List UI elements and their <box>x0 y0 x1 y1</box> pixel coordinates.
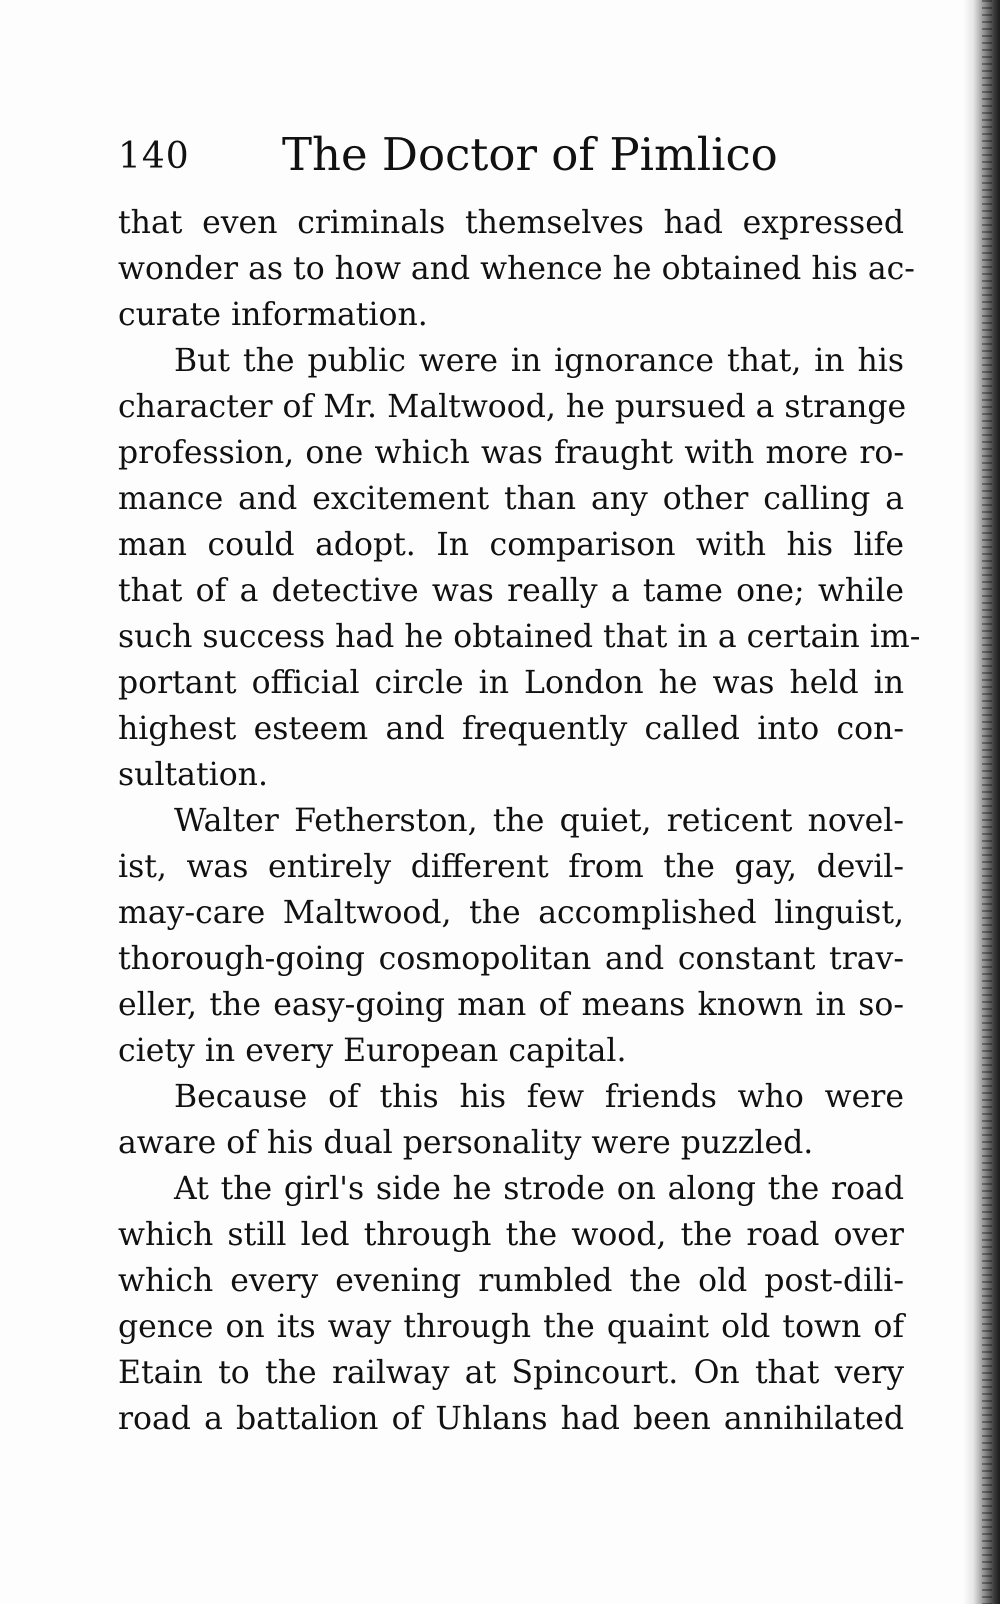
running-title: The Doctor of Pimlico <box>282 128 778 181</box>
text-line: Because of this his few friends who were <box>174 1079 904 1115</box>
text-line: man could adopt. In comparison with his life <box>118 527 904 563</box>
text-line: curate information. <box>118 297 428 333</box>
text-line: Walter Fetherston, the quiet, reticent novel- <box>174 803 904 839</box>
text-line: which still led through the wood, the road over <box>118 1217 904 1253</box>
text-line: portant official circle in London he was held in <box>118 665 904 701</box>
running-header <box>116 128 916 188</box>
text-line: eller, the easy-going man of means known in so- <box>118 987 904 1023</box>
text-line: ist, was entirely different from the gay, devil- <box>118 849 904 885</box>
text-line: ciety in every European capital. <box>118 1033 627 1069</box>
page-number: 140 <box>118 136 190 177</box>
text-line: sultation. <box>118 757 268 793</box>
text-line: wonder as to how and whence he obtained his ac- <box>118 251 915 287</box>
text-line: which every evening rumbled the old post-dili- <box>118 1263 904 1299</box>
text-line: But the public were in ignorance that, in his <box>174 343 904 379</box>
text-line: such success had he obtained that in a certain im- <box>118 619 921 655</box>
text-line: may-care Maltwood, the accomplished linguist, <box>118 895 904 931</box>
page-edge-texture <box>982 0 992 1604</box>
text-line: thorough-going cosmopolitan and constant trav- <box>118 941 904 977</box>
text-line: At the girl's side he strode on along the road <box>174 1171 904 1207</box>
text-line: mance and excitement than any other calling a <box>118 481 904 517</box>
text-line: aware of his dual personality were puzzled. <box>118 1125 814 1161</box>
text-line: that of a detective was really a tame one; while <box>118 573 904 609</box>
text-line: road a battalion of Uhlans had been annihilated <box>118 1401 904 1437</box>
text-line: character of Mr. Maltwood, he pursued a strange <box>118 389 907 425</box>
text-line: Etain to the railway at Spincourt. On that very <box>118 1355 904 1391</box>
text-line: profession, one which was fraught with more ro- <box>118 435 904 471</box>
text-line: that even criminals themselves had expressed <box>118 205 904 241</box>
text-line: highest esteem and frequently called into con- <box>118 711 904 747</box>
page-gutter-shadow <box>962 0 1000 1604</box>
text-line: gence on its way through the quaint old town of <box>118 1309 904 1345</box>
body-text <box>118 200 921 1442</box>
